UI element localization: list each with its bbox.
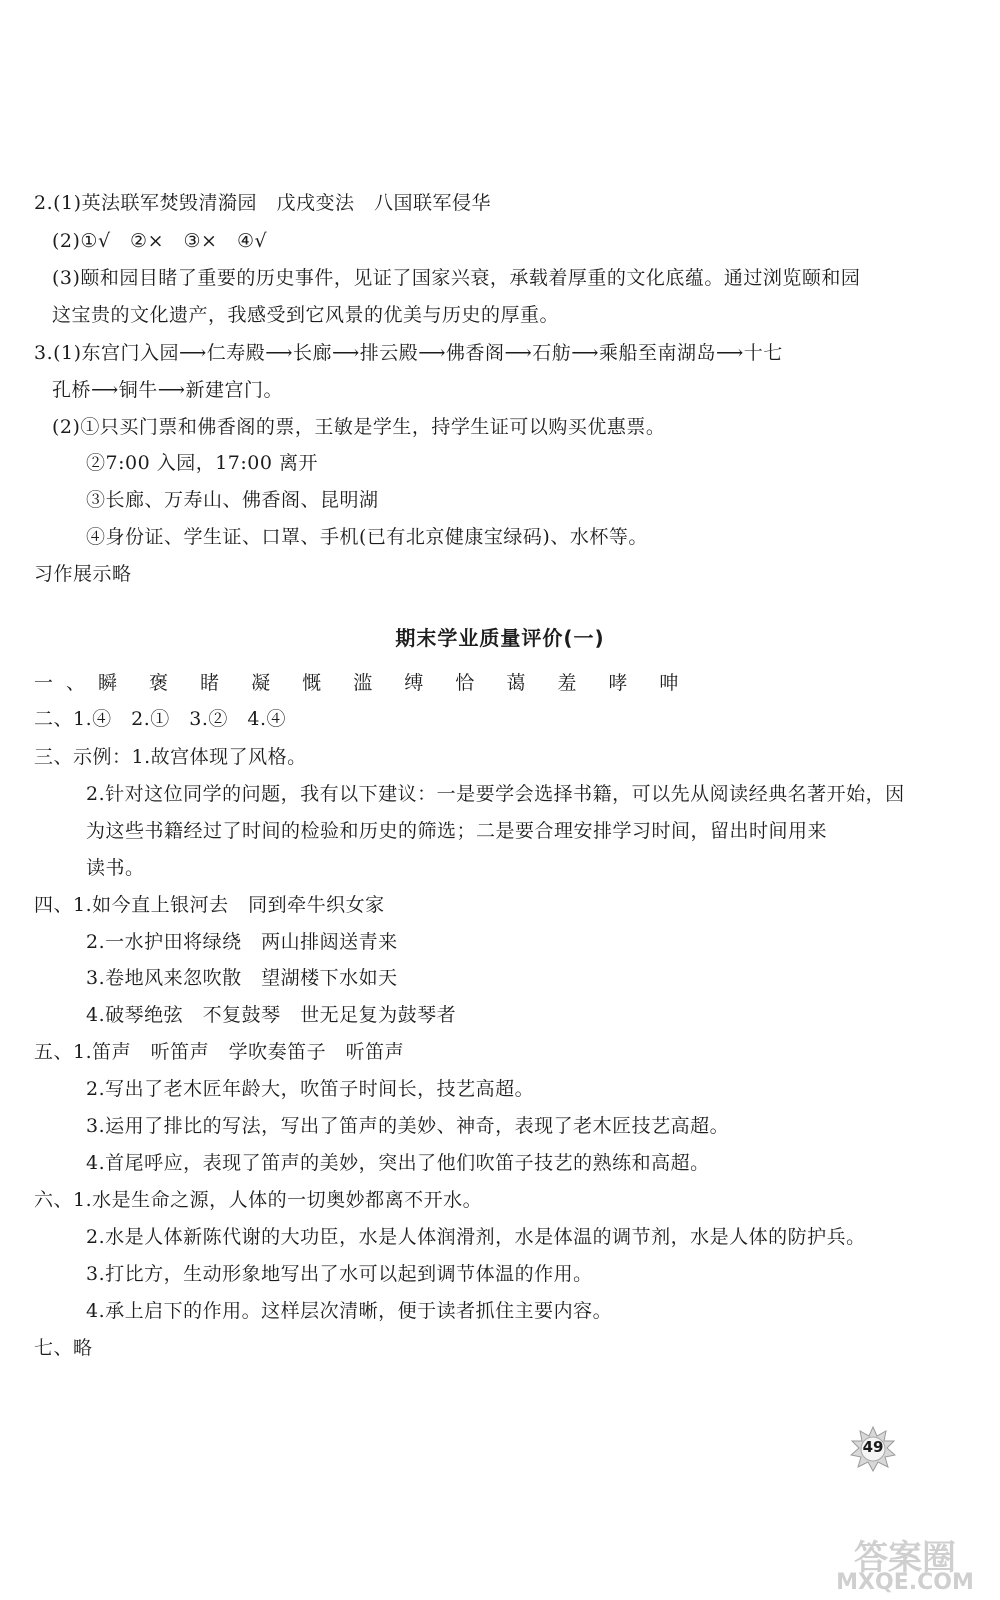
page-number-badge <box>850 1426 896 1472</box>
answer-line-2-3a: (3)颐和园目睹了重要的历史事件，见证了国家兴衰，承载着厚重的文化底蕴。通过浏览颐和园 <box>52 267 861 289</box>
answer-part-3-2a: 2.针对这位同学的问题，我有以下建议：一是要学会选择书籍，可以先从阅读经典名著开始，因 <box>86 783 905 805</box>
answer-part-4-3: 3.卷地风来忽吹散 望湖楼下水如天 <box>86 967 398 989</box>
answer-part-5-4: 4.首尾呼应，表现了笛声的美妙，突出了他们吹笛子技艺的熟练和高超。 <box>86 1152 710 1174</box>
answer-part-1: 一、瞬 褒 睹 凝 慨 滥 缚 恰 蔼 羞 哮 呻 <box>34 672 692 694</box>
answer-line-3-2-2: ②7:00 入园，17:00 离开 <box>86 452 319 474</box>
answer-line-3-1b: 孔桥⟶铜牛⟶新建宫门。 <box>52 379 283 401</box>
answer-part-3-1: 三、示例：1.故宫体现了风格。 <box>34 746 307 768</box>
watermark-url: MXQE.COM <box>836 1570 974 1595</box>
answer-line-3-2-3: ③长廊、万寿山、佛香阁、昆明湖 <box>86 489 379 511</box>
answer-part-4-2: 2.一水护田将绿绕 两山排闼送青来 <box>86 931 398 953</box>
page-number: 49 <box>862 1438 884 1456</box>
answer-part-5-3: 3.运用了排比的写法，写出了笛声的美妙、神奇，表现了老木匠技艺高超。 <box>86 1115 730 1137</box>
answer-part-7: 七、略 <box>34 1337 93 1359</box>
answer-part-6-2: 2.水是人体新陈代谢的大功臣，水是人体润滑剂，水是体温的调节剂，水是人体的防护兵。 <box>86 1226 866 1248</box>
answer-part-5-1: 五、1.笛声 听笛声 学吹奏笛子 听笛声 <box>34 1041 405 1063</box>
answer-part-4-1: 四、1.如今直上银河去 同到牵牛织女家 <box>34 894 385 916</box>
answer-part-3-2b: 为这些书籍经过了时间的检验和历史的筛选；二是要合理安排学习时间，留出时间用来 <box>86 820 828 842</box>
answer-part-5-2: 2.写出了老木匠年龄大，吹笛子时间长，技艺高超。 <box>86 1078 535 1100</box>
answer-part-6-3: 3.打比方，生动形象地写出了水可以起到调节体温的作用。 <box>86 1263 593 1285</box>
watermark-logo: 答案圈 <box>854 1538 956 1578</box>
writing-note: 习作展示略 <box>34 563 132 585</box>
answer-part-2: 二、1.④ 2.① 3.② 4.④ <box>34 708 287 730</box>
answer-line-2-2: (2)①√ ②× ③× ④√ <box>52 230 268 252</box>
section-title: 期末学业质量评价(一) <box>395 626 605 650</box>
answer-line-2-1: 2.(1)英法联军焚毁清漪园 戊戌变法 八国联军侵华 <box>34 192 492 214</box>
answer-line-2-3b: 这宝贵的文化遗产，我感受到它风景的优美与历史的厚重。 <box>52 304 560 326</box>
answer-part-6-1: 六、1.水是生命之源，人体的一切奥妙都离不开水。 <box>34 1189 483 1211</box>
answer-line-3-2-1: (2)①只买门票和佛香阁的票，王敏是学生，持学生证可以购买优惠票。 <box>52 416 666 438</box>
answer-line-3-2-4: ④身份证、学生证、口罩、手机(已有北京健康宝绿码)、水杯等。 <box>86 526 648 548</box>
watermark <box>820 1530 990 1600</box>
answer-part-4-4: 4.破琴绝弦 不复鼓琴 世无足复为鼓琴者 <box>86 1004 457 1026</box>
answer-line-3-1a: 3.(1)东宫门入园⟶仁寿殿⟶长廊⟶排云殿⟶佛香阁⟶石舫⟶乘船至南湖岛⟶十七 <box>34 342 783 364</box>
answer-part-3-2c: 读书。 <box>86 857 145 879</box>
answer-part-6-4: 4.承上启下的作用。这样层次清晰，便于读者抓住主要内容。 <box>86 1300 613 1322</box>
